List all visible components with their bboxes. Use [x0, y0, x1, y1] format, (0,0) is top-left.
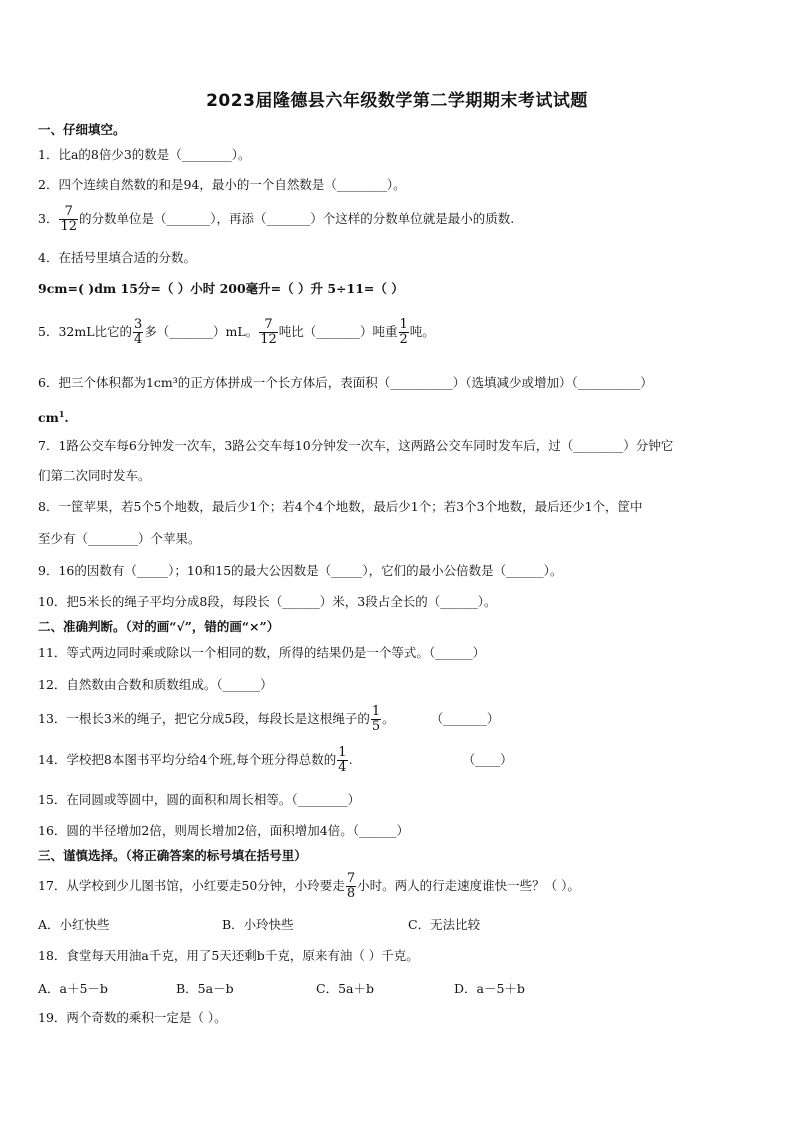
question-4-items: 9cm=( )dm 15分=（ ）小时 200毫升=（ ）升 5÷11=（ ）	[38, 281, 404, 296]
question-18: 18．食堂每天用油a千克，用了5天还剩b千克，原来有油（ ）千克。	[38, 948, 419, 963]
fraction-1-4	[337, 746, 347, 775]
question-17-text-end: 小时。两人的行走速度谁快一些？（ ）。	[357, 878, 580, 893]
section-3-heading: 三、谨慎选择。（将正确答案的标号填在括号里）	[38, 848, 307, 863]
option-c: C．无法比较	[408, 917, 481, 932]
fraction-numerator: 1	[338, 745, 347, 760]
unit-text: cm	[38, 410, 59, 426]
fraction-3-4	[133, 318, 143, 347]
fraction-7-12	[259, 318, 278, 347]
question-2: 2．四个连续自然数的和是94，最小的一个自然数是（________）。	[38, 177, 406, 192]
unit-superscript: 1	[58, 409, 65, 419]
fraction-denominator: 4	[338, 760, 347, 775]
question-9: 9．16的因数有（_____）；10和15的最大公因数是（_____），它们的最小公倍数是（______）。	[38, 563, 563, 578]
fraction-denominator: 2	[399, 332, 408, 347]
section-2-heading: 二、准确判断。（对的画“√”，错的画“×”）	[38, 619, 280, 634]
fraction-1-2	[399, 318, 409, 347]
fraction-numerator: 7	[259, 318, 278, 333]
option-c: C．5a＋b	[316, 981, 374, 996]
fraction-denominator: 8	[346, 886, 356, 901]
question-11: 11．等式两边同时乘或除以一个相同的数，所得的结果仍是一个等式。（______）	[38, 645, 486, 660]
fraction-7-8	[346, 872, 356, 901]
option-d: D．a－5＋b	[454, 981, 525, 996]
question-3-prefix: 3．	[38, 211, 59, 226]
answer-blank: （_______）	[430, 711, 500, 726]
fraction-1-5	[371, 705, 381, 734]
fraction-denominator: 12	[260, 332, 277, 347]
question-19: 19．两个奇数的乘积一定是（ ）。	[38, 1010, 227, 1025]
fraction-numerator: 3	[134, 317, 143, 332]
question-5-part-b: 多（_______）mL。	[144, 324, 259, 339]
question-5-part-c: 吨比（_______）吨重	[278, 324, 398, 339]
option-b: B．小玲快些	[222, 917, 294, 932]
question-8-line-2: 至少有（________）个苹果。	[38, 531, 201, 546]
answer-blank: （____）	[462, 752, 513, 767]
fraction-denominator: 12	[60, 219, 77, 234]
option-a: A．a＋5－b	[38, 981, 108, 996]
question-16: 16．圆的半径增加2倍，则周长增加2倍，面积增加4倍。（______）	[38, 823, 410, 838]
question-3	[38, 205, 514, 234]
fraction-denominator: 4	[134, 332, 143, 347]
section-1-heading: 一、仔细填空。	[38, 122, 126, 137]
fraction-numerator: 1	[371, 704, 381, 719]
question-13-text: 13．一根长3米的绳子，把它分成5段，每段长是这根绳子的	[38, 711, 370, 726]
question-6-line-1: 6．把三个体积都为1cm³的正方体拼成一个长方体后，表面积（__________）（选填减少或增加）（__________）	[38, 375, 653, 390]
question-8-line-1: 8．一筐苹果，若5个5个地数，最后少1个；若4个4个地数，最后少1个；若3个3个地数，最后还少1个，筐中	[38, 499, 643, 514]
fraction-7-12	[59, 205, 78, 234]
question-5	[38, 318, 435, 347]
fraction-numerator: 7	[59, 205, 78, 220]
fraction-denominator: 5	[371, 719, 381, 734]
question-1: 1．比a的8倍少3的数是（________）。	[38, 147, 251, 162]
fraction-numerator: 1	[399, 317, 408, 332]
question-5-part-a: 5．32mL比它的	[38, 324, 133, 339]
question-14	[38, 746, 513, 775]
question-4: 4．在括号里填合适的分数。	[38, 250, 196, 265]
question-17-text: 17．从学校到少儿图书馆，小红要走50分钟，小玲要走	[38, 878, 345, 893]
fraction-numerator: 7	[346, 871, 356, 886]
question-12: 12．自然数由合数和质数组成。（______）	[38, 677, 273, 692]
question-3-text: 的分数单位是（_______），再添（_______）个这样的分数单位就是最小的质数.	[79, 211, 515, 226]
question-5-part-d: 吨。	[409, 324, 435, 339]
question-7-line-2: 们第二次同时发车。	[38, 468, 151, 483]
page-title: 2023届隆德县六年级数学第二学期期末考试试题	[206, 91, 588, 111]
unit-period: .	[64, 410, 69, 426]
question-15: 15．在同圆或等圆中，圆的面积和周长相等。（________）	[38, 792, 361, 807]
option-a: A．小红快些	[38, 917, 110, 932]
question-7-line-1: 7．1路公交车每6分钟发一次车，3路公交车每10分钟发一次车，这两路公交车同时发车后，过（________）分钟它	[38, 438, 674, 453]
question-13-period: 。	[382, 711, 395, 726]
option-b: B．5a－b	[176, 981, 234, 996]
question-10: 10．把5米长的绳子平均分成8段，每段长（______）米，3段占全长的（______）。	[38, 594, 497, 609]
question-14-text: 14．学校把8本图书平均分给4个班,每个班分得总数的	[38, 752, 337, 767]
question-14-period: .	[348, 752, 353, 767]
question-6-line-2	[38, 406, 69, 426]
question-17	[38, 872, 580, 901]
question-13	[38, 705, 499, 734]
